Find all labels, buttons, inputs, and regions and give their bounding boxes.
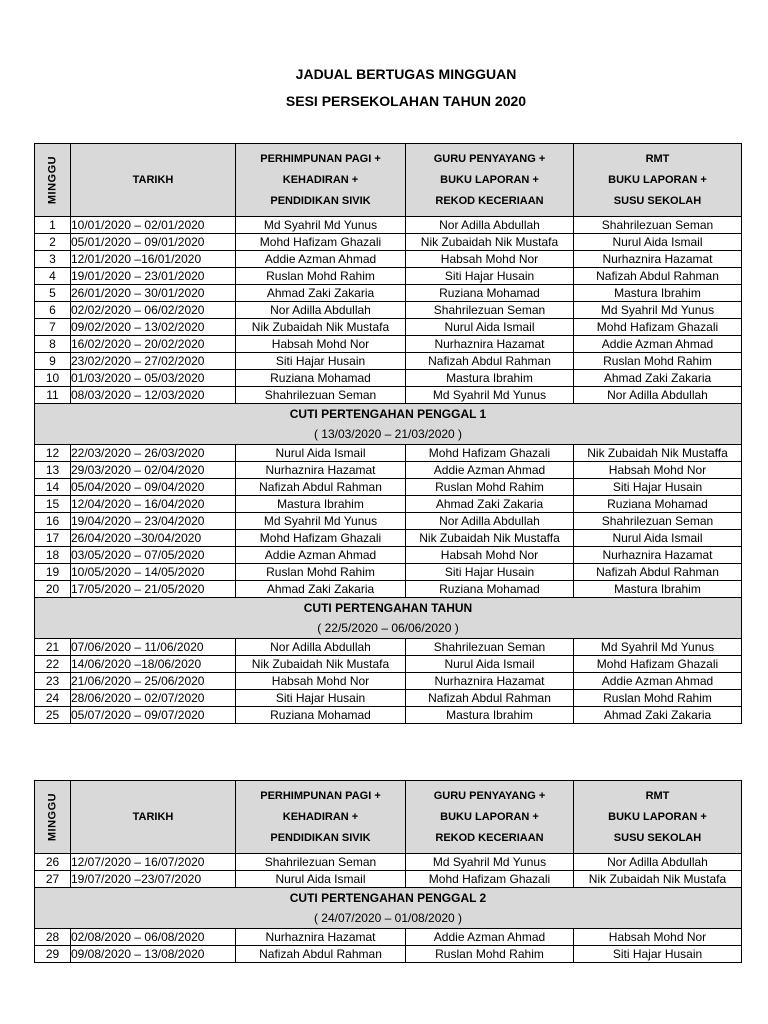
header-col3-line: RMT: [645, 789, 670, 802]
duty-guru-penyayang: Nurhaznira Hazamat: [406, 336, 574, 353]
header-col1-line: PENDIDIKAN SIVIK: [270, 831, 371, 844]
header-col3-line: SUSU SEKOLAH: [613, 831, 702, 844]
duty-guru-penyayang: Mastura Ibrahim: [406, 707, 574, 724]
duty-rmt: Ruziana Mohamad: [574, 496, 742, 513]
header-tarikh: TARIKH: [71, 144, 236, 217]
date-range: 14/06/2020 –18/06/2020: [71, 656, 236, 673]
duty-assembly: Siti Hajar Husain: [236, 353, 406, 370]
header-col2-line: BUKU LAPORAN +: [440, 810, 539, 823]
holiday-row: [35, 888, 742, 929]
duty-assembly: Ahmad Zaki Zakaria: [236, 285, 406, 302]
duty-guru-penyayang: Addie Azman Ahmad: [406, 929, 574, 946]
week-number: 5: [35, 285, 71, 302]
date-range: 07/06/2020 – 11/06/2020: [71, 639, 236, 656]
table-row: [35, 581, 742, 598]
date-range: 19/01/2020 – 23/01/2020: [71, 268, 236, 285]
duty-guru-penyayang: Nurul Aida Ismail: [406, 319, 574, 336]
date-range: 16/02/2020 – 20/02/2020: [71, 336, 236, 353]
duty-rmt: Habsah Mohd Nor: [574, 462, 742, 479]
date-range: 01/03/2020 – 05/03/2020: [71, 370, 236, 387]
date-range: 05/01/2020 – 09/01/2020: [71, 234, 236, 251]
date-range: 05/07/2020 – 09/07/2020: [71, 707, 236, 724]
week-number: 26: [35, 854, 71, 871]
duty-rmt: Nurhaznira Hazamat: [574, 547, 742, 564]
duty-rmt: Nor Adilla Abdullah: [574, 854, 742, 871]
week-number: 18: [35, 547, 71, 564]
duty-rmt: Mastura Ibrahim: [574, 285, 742, 302]
week-number: 25: [35, 707, 71, 724]
duty-assembly: Addie Azman Ahmad: [236, 547, 406, 564]
holiday-title: CUTI PERTENGAHAN PENGGAL 2: [289, 891, 487, 905]
week-number: 7: [35, 319, 71, 336]
holiday-dates: ( 13/03/2020 – 21/03/2020 ): [313, 427, 463, 441]
header-col1-line: KEHADIRAN +: [282, 173, 359, 186]
header-col1-line: PENDIDIKAN SIVIK: [270, 194, 371, 207]
header-col1-line: PERHIMPUNAN PAGI +: [260, 789, 381, 802]
date-range: 19/07/2020 –23/07/2020: [71, 871, 236, 888]
duty-rmt: Mohd Hafizam Ghazali: [574, 319, 742, 336]
duty-rmt: Mohd Hafizam Ghazali: [574, 656, 742, 673]
duty-guru-penyayang: Md Syahril Md Yunus: [406, 387, 574, 404]
duty-assembly: Ruziana Mohamad: [236, 370, 406, 387]
header-minggu-label: MINGGU: [46, 155, 58, 205]
duty-assembly: Ahmad Zaki Zakaria: [236, 581, 406, 598]
duty-assembly: Nafizah Abdul Rahman: [236, 479, 406, 496]
header-minggu-label: MINGGU: [46, 792, 58, 842]
duty-assembly: Mastura Ibrahim: [236, 496, 406, 513]
holiday-dates: ( 22/5/2020 – 06/06/2020 ): [317, 621, 459, 635]
date-range: 12/01/2020 –16/01/2020: [71, 251, 236, 268]
duty-assembly: Siti Hajar Husain: [236, 690, 406, 707]
table-row: [35, 268, 742, 285]
holiday-row: [35, 404, 742, 445]
header-col2-line: BUKU LAPORAN +: [440, 173, 539, 186]
date-range: 10/05/2020 – 14/05/2020: [71, 564, 236, 581]
week-number: 22: [35, 656, 71, 673]
duty-assembly: Nurhaznira Hazamat: [236, 462, 406, 479]
duty-rmt: Nurhaznira Hazamat: [574, 251, 742, 268]
duty-guru-penyayang: Nurhaznira Hazamat: [406, 673, 574, 690]
header-col1-line: PERHIMPUNAN PAGI +: [260, 152, 381, 165]
date-range: 09/08/2020 – 13/08/2020: [71, 946, 236, 963]
duty-rmt: Shahrilezuan Seman: [574, 217, 742, 234]
header-col2: [406, 144, 574, 217]
header-col2-line: GURU PENYAYANG +: [433, 152, 546, 165]
table-row: [35, 302, 742, 319]
duty-guru-penyayang: Habsah Mohd Nor: [406, 547, 574, 564]
table-row: [35, 370, 742, 387]
duty-assembly: Nurul Aida Ismail: [236, 871, 406, 888]
week-number: 29: [35, 946, 71, 963]
duty-guru-penyayang: Nor Adilla Abdullah: [406, 513, 574, 530]
duty-assembly: Md Syahril Md Yunus: [236, 513, 406, 530]
header-col2: [406, 781, 574, 854]
duty-guru-penyayang: Ruslan Mohd Rahim: [406, 479, 574, 496]
duty-rmt: Nik Zubaidah Nik Mustafa: [574, 871, 742, 888]
duty-guru-penyayang: Siti Hajar Husain: [406, 564, 574, 581]
date-range: 09/02/2020 – 13/02/2020: [71, 319, 236, 336]
duty-assembly: Habsah Mohd Nor: [236, 336, 406, 353]
table-row: [35, 462, 742, 479]
table-row: [35, 707, 742, 724]
date-range: 26/01/2020 – 30/01/2020: [71, 285, 236, 302]
duty-guru-penyayang: Nurul Aida Ismail: [406, 656, 574, 673]
week-number: 4: [35, 268, 71, 285]
duty-assembly: Nik Zubaidah Nik Mustafa: [236, 656, 406, 673]
duty-guru-penyayang: Addie Azman Ahmad: [406, 462, 574, 479]
date-range: 23/02/2020 – 27/02/2020: [71, 353, 236, 370]
week-number: 24: [35, 690, 71, 707]
week-number: 13: [35, 462, 71, 479]
date-range: 22/03/2020 – 26/03/2020: [71, 445, 236, 462]
week-number: 21: [35, 639, 71, 656]
table-row: [35, 445, 742, 462]
duty-assembly: Ruziana Mohamad: [236, 707, 406, 724]
duty-rmt: Nik Zubaidah Nik Mustaffa: [574, 445, 742, 462]
holiday-cell: [35, 888, 742, 929]
duty-rmt: Nafizah Abdul Rahman: [574, 564, 742, 581]
duty-rmt: Mastura Ibrahim: [574, 581, 742, 598]
date-range: 10/01/2020 – 02/01/2020: [71, 217, 236, 234]
duty-assembly: Mohd Hafizam Ghazali: [236, 234, 406, 251]
header-col1: [236, 781, 406, 854]
duty-assembly: Nurul Aida Ismail: [236, 445, 406, 462]
duty-rmt: Shahrilezuan Seman: [574, 513, 742, 530]
header-minggu: [35, 781, 71, 854]
week-number: 3: [35, 251, 71, 268]
header-minggu: [35, 144, 71, 217]
table-row: [35, 929, 742, 946]
header-col2-line: GURU PENYAYANG +: [433, 789, 546, 802]
holiday-row: [35, 598, 742, 639]
date-range: 02/08/2020 – 06/08/2020: [71, 929, 236, 946]
date-range: 12/07/2020 – 16/07/2020: [71, 854, 236, 871]
header-row: [35, 781, 742, 854]
duty-guru-penyayang: Ahmad Zaki Zakaria: [406, 496, 574, 513]
table-row: [35, 251, 742, 268]
duty-assembly: Nor Adilla Abdullah: [236, 639, 406, 656]
date-range: 03/05/2020 – 07/05/2020: [71, 547, 236, 564]
table-row: [35, 285, 742, 302]
schedule-table-2: [34, 780, 742, 963]
week-number: 20: [35, 581, 71, 598]
duty-guru-penyayang: Nor Adilla Abdullah: [406, 217, 574, 234]
table-row: [35, 547, 742, 564]
table-row: [35, 530, 742, 547]
date-range: 08/03/2020 – 12/03/2020: [71, 387, 236, 404]
duty-assembly: Addie Azman Ahmad: [236, 251, 406, 268]
duty-assembly: Nafizah Abdul Rahman: [236, 946, 406, 963]
duty-rmt: Habsah Mohd Nor: [574, 929, 742, 946]
duty-assembly: Nor Adilla Abdullah: [236, 302, 406, 319]
header-col2-line: REKOD KECERIAAN: [435, 194, 544, 207]
date-range: 19/04/2020 – 23/04/2020: [71, 513, 236, 530]
header-col3-line: BUKU LAPORAN +: [608, 810, 707, 823]
week-number: 28: [35, 929, 71, 946]
table-row: [35, 217, 742, 234]
week-number: 2: [35, 234, 71, 251]
duty-assembly: Habsah Mohd Nor: [236, 673, 406, 690]
week-number: 9: [35, 353, 71, 370]
duty-guru-penyayang: Nik Zubaidah Nik Mustaffa: [406, 530, 574, 547]
duty-assembly: Ruslan Mohd Rahim: [236, 564, 406, 581]
date-range: 26/04/2020 –30/04/2020: [71, 530, 236, 547]
date-range: 29/03/2020 – 02/04/2020: [71, 462, 236, 479]
week-number: 16: [35, 513, 71, 530]
date-range: 12/04/2020 – 16/04/2020: [71, 496, 236, 513]
duty-rmt: Addie Azman Ahmad: [574, 336, 742, 353]
week-number: 27: [35, 871, 71, 888]
duty-rmt: Md Syahril Md Yunus: [574, 302, 742, 319]
header-col3-line: RMT: [645, 152, 670, 165]
week-number: 1: [35, 217, 71, 234]
duty-assembly: Md Syahril Md Yunus: [236, 217, 406, 234]
table-row: [35, 513, 742, 530]
duty-assembly: Nik Zubaidah Nik Mustafa: [236, 319, 406, 336]
header-col3-line: SUSU SEKOLAH: [613, 194, 702, 207]
table-row: [35, 673, 742, 690]
header-col2-line: REKOD KECERIAAN: [435, 831, 544, 844]
header-col3: [574, 781, 742, 854]
duty-rmt: Nurul Aida Ismail: [574, 234, 742, 251]
schedule-table-1: [34, 143, 742, 724]
holiday-cell: [35, 598, 742, 639]
table-row: [35, 656, 742, 673]
duty-assembly: Ruslan Mohd Rahim: [236, 268, 406, 285]
duty-assembly: Mohd Hafizam Ghazali: [236, 530, 406, 547]
duty-rmt: Nafizah Abdul Rahman: [574, 268, 742, 285]
week-number: 10: [35, 370, 71, 387]
table-row: [35, 387, 742, 404]
date-range: 17/05/2020 – 21/05/2020: [71, 581, 236, 598]
table-row: [35, 496, 742, 513]
duty-guru-penyayang: Siti Hajar Husain: [406, 268, 574, 285]
duty-rmt: Md Syahril Md Yunus: [574, 639, 742, 656]
duty-rmt: Ahmad Zaki Zakaria: [574, 370, 742, 387]
week-number: 17: [35, 530, 71, 547]
duty-rmt: Ruslan Mohd Rahim: [574, 690, 742, 707]
duty-assembly: Shahrilezuan Seman: [236, 854, 406, 871]
duty-guru-penyayang: Nafizah Abdul Rahman: [406, 690, 574, 707]
duty-rmt: Nurul Aida Ismail: [574, 530, 742, 547]
date-range: 05/04/2020 – 09/04/2020: [71, 479, 236, 496]
table-row: [35, 690, 742, 707]
duty-guru-penyayang: Ruziana Mohamad: [406, 581, 574, 598]
duty-guru-penyayang: Mastura Ibrahim: [406, 370, 574, 387]
date-range: 21/06/2020 – 25/06/2020: [71, 673, 236, 690]
header-col1-line: KEHADIRAN +: [282, 810, 359, 823]
week-number: 23: [35, 673, 71, 690]
week-number: 19: [35, 564, 71, 581]
table-row: [35, 871, 742, 888]
table-row: [35, 234, 742, 251]
duty-rmt: Addie Azman Ahmad: [574, 673, 742, 690]
week-number: 12: [35, 445, 71, 462]
date-range: 28/06/2020 – 02/07/2020: [71, 690, 236, 707]
document-subtitle: SESI PERSEKOLAHAN TAHUN 2020: [285, 93, 527, 109]
holiday-title: CUTI PERTENGAHAN PENGGAL 1: [289, 407, 487, 421]
duty-guru-penyayang: Md Syahril Md Yunus: [406, 854, 574, 871]
header-row: [35, 144, 742, 217]
holiday-title: CUTI PERTENGAHAN TAHUN: [303, 601, 473, 615]
header-col3: [574, 144, 742, 217]
table-row: [35, 564, 742, 581]
holiday-dates: ( 24/07/2020 – 01/08/2020 ): [313, 911, 463, 925]
week-number: 6: [35, 302, 71, 319]
duty-rmt: Ruslan Mohd Rahim: [574, 353, 742, 370]
duty-guru-penyayang: Mohd Hafizam Ghazali: [406, 871, 574, 888]
document-title: JADUAL BERTUGAS MINGGUAN: [295, 66, 517, 82]
table-row: [35, 946, 742, 963]
date-range: 02/02/2020 – 06/02/2020: [71, 302, 236, 319]
duty-guru-penyayang: Ruziana Mohamad: [406, 285, 574, 302]
holiday-cell: [35, 404, 742, 445]
duty-rmt: Siti Hajar Husain: [574, 479, 742, 496]
duty-rmt: Siti Hajar Husain: [574, 946, 742, 963]
table-row: [35, 319, 742, 336]
header-col1: [236, 144, 406, 217]
table-row: [35, 336, 742, 353]
table-row: [35, 479, 742, 496]
week-number: 14: [35, 479, 71, 496]
duty-assembly: Shahrilezuan Seman: [236, 387, 406, 404]
table-row: [35, 639, 742, 656]
duty-rmt: Ahmad Zaki Zakaria: [574, 707, 742, 724]
table-row: [35, 854, 742, 871]
duty-guru-penyayang: Nafizah Abdul Rahman: [406, 353, 574, 370]
duty-assembly: Nurhaznira Hazamat: [236, 929, 406, 946]
header-col3-line: BUKU LAPORAN +: [608, 173, 707, 186]
week-number: 15: [35, 496, 71, 513]
duty-guru-penyayang: Shahrilezuan Seman: [406, 639, 574, 656]
table-row: [35, 353, 742, 370]
week-number: 11: [35, 387, 71, 404]
duty-guru-penyayang: Ruslan Mohd Rahim: [406, 946, 574, 963]
duty-guru-penyayang: Habsah Mohd Nor: [406, 251, 574, 268]
header-tarikh: TARIKH: [71, 781, 236, 854]
duty-guru-penyayang: Shahrilezuan Seman: [406, 302, 574, 319]
week-number: 8: [35, 336, 71, 353]
duty-guru-penyayang: Nik Zubaidah Nik Mustafa: [406, 234, 574, 251]
duty-guru-penyayang: Mohd Hafizam Ghazali: [406, 445, 574, 462]
duty-rmt: Nor Adilla Abdullah: [574, 387, 742, 404]
